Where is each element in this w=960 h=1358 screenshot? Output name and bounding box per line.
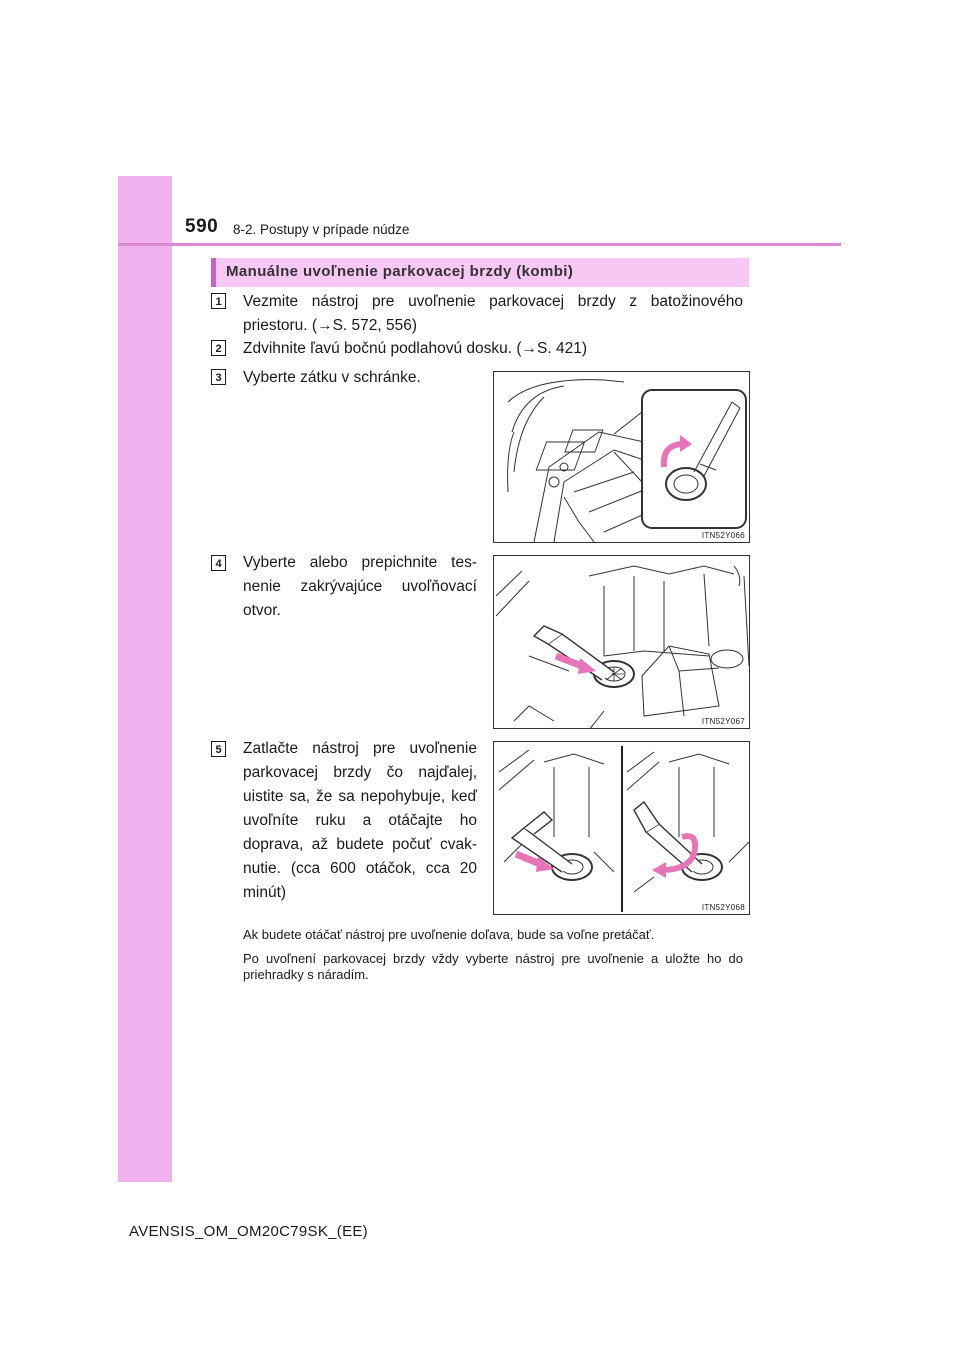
turn-tool-illustration <box>494 742 750 915</box>
step-text-3: Vyberte zátku v schránke. <box>243 369 421 386</box>
trunk-plug-illustration <box>494 372 750 543</box>
figure-code: ITN52Y066 <box>701 531 745 540</box>
side-band <box>118 176 172 1182</box>
section-title: Manuálne uvoľnenie parkovacej brzdy (kombi) <box>226 263 574 280</box>
figure-trunk-plug <box>493 371 750 543</box>
figure-code: ITN52Y068 <box>701 903 745 912</box>
figure-release-hole <box>493 555 750 729</box>
pink-arrow-icon <box>516 854 540 864</box>
document-id: AVENSIS_OM_OM20C79SK_(EE) <box>129 1223 368 1240</box>
note-turn-left: Ak budete otáčať nástroj pre uvoľnenie doľava, bude sa voľne pretáčať. <box>243 927 655 942</box>
step-text-1: Vezmite nástroj pre uvoľnenie parkovacej brzdy z batožinového priestoru. (→S. 572, 556) <box>243 293 743 334</box>
step-number-2: 2 <box>211 340 226 356</box>
release-hole-illustration <box>494 556 750 729</box>
header-rule <box>118 243 841 246</box>
page-number: 590 <box>185 216 219 237</box>
step-text-4: Vyberte alebo prepichnite tes-nenie zakrývajúce uvoľňovací otvor. <box>243 554 477 619</box>
chapter-title: 8-2. Postupy v prípade núdze <box>233 222 410 237</box>
zoom-inset <box>642 390 746 528</box>
step-number-4: 4 <box>211 555 226 571</box>
section-heading <box>211 258 749 287</box>
figure-turn-tool <box>493 741 750 915</box>
step-number-5: 5 <box>211 741 226 757</box>
step-number-3: 3 <box>211 369 226 385</box>
step-text-5: Zatlačte nástroj pre uvoľnenie parkovacej brzdy čo najďalej, uistite sa, že sa nepohybuje, keď uvoľníte ruku a otáčajte ho doprava, až budete počuť cvak-nutie. (cca 600 otáčok, cca 20 minút) <box>243 740 477 901</box>
figure-code: ITN52Y067 <box>701 717 745 726</box>
step-text-2: Zdvihnite ľavú bočnú podlahovú dosku. (→S. 421) <box>243 340 588 357</box>
step-number-1: 1 <box>211 293 226 309</box>
note-store-tool: Po uvoľnení parkovacej brzdy vždy vyberte nástroj pre uvoľnenie a uložte ho do priehradky s náradím. <box>243 951 743 982</box>
